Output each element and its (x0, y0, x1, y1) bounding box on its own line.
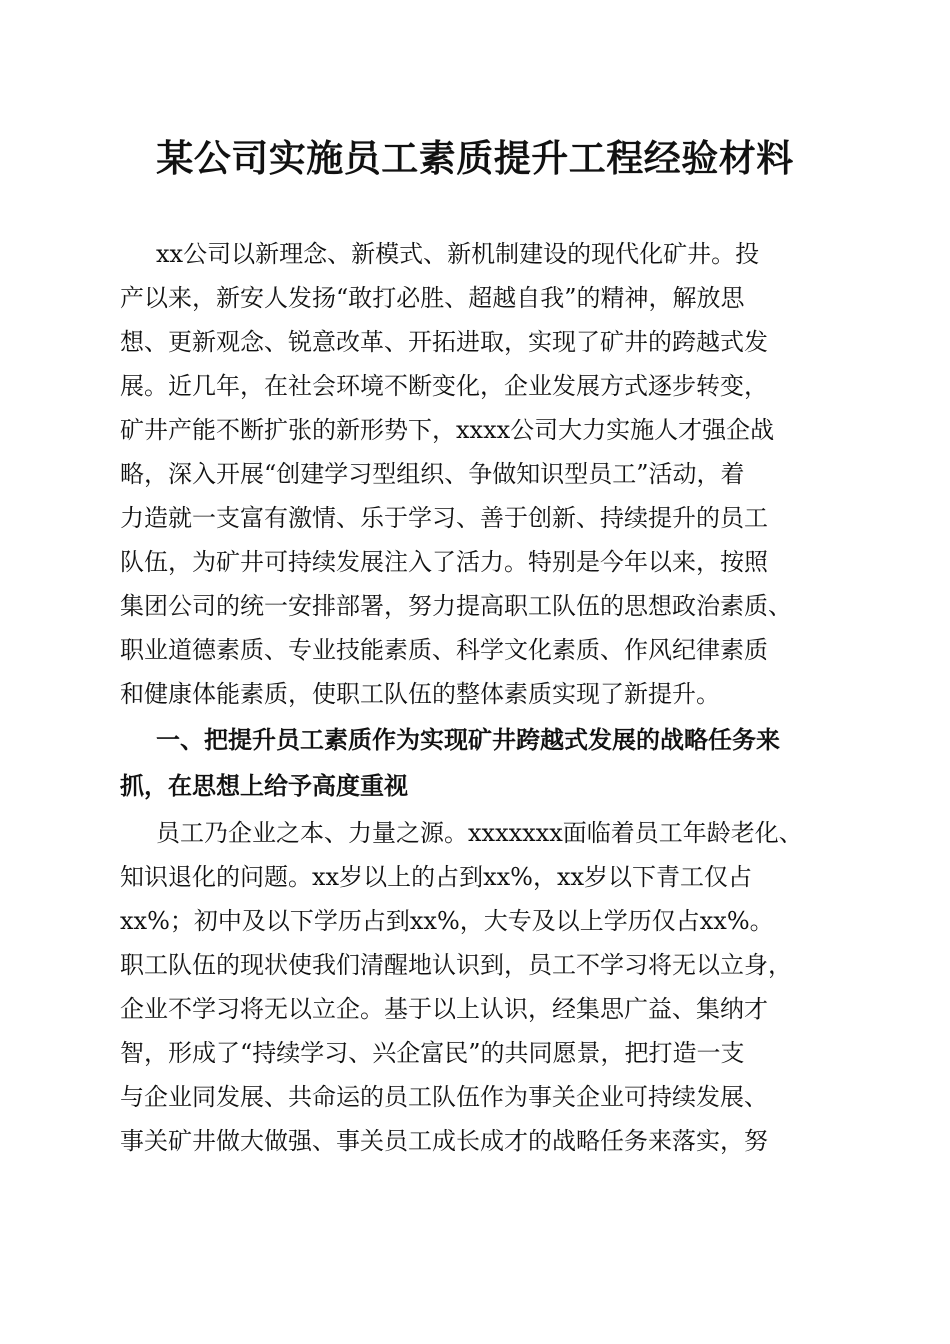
body-line: xx公司以新理念、新模式、新机制建设的现代化矿井。投 (156, 240, 760, 268)
body-line: 员工乃企业之本、力量之源。xxxxxxx面临着员工年龄老化、 (156, 819, 803, 847)
body-line: xx%；初中及以下学历占到xx%，大专及以上学历仅占xx%。 (120, 907, 774, 935)
body-line: 与企业同发展、共命运的员工队伍作为事关企业可持续发展、 (120, 1083, 768, 1111)
body-line: 知识退化的问题。xx岁以上的占到xx%，xx岁以下青工仅占 (120, 863, 753, 891)
body-line: 智，形成了“持续学习、兴企富民”的共同愿景，把打造一支 (120, 1039, 745, 1067)
body-line: 和健康体能素质，使职工队伍的整体素质实现了新提升。 (120, 680, 720, 708)
body-line: 职业道德素质、专业技能素质、科学文化素质、作风纪律素质 (120, 636, 768, 664)
body-line: 略，深入开展“创建学习型组织、争做知识型员工”活动，着 (120, 460, 745, 488)
section-heading: 一、把提升员工素质作为实现矿井跨越式发展的战略任务来 (156, 726, 780, 754)
section-heading: 抓，在思想上给予高度重视 (120, 772, 408, 800)
body-line: 展。近几年，在社会环境不断变化，企业发展方式逐步转变， (120, 372, 768, 400)
body-line: 力造就一支富有激情、乐于学习、善于创新、持续提升的员工 (120, 504, 768, 532)
body-line: 集团公司的统一安排部署，努力提高职工队伍的思想政治素质、 (120, 592, 792, 620)
body-line: 队伍，为矿井可持续发展注入了活力。特别是今年以来，按照 (120, 548, 768, 576)
body-line: 企业不学习将无以立企。基于以上认识，经集思广益、集纳才 (120, 995, 768, 1023)
document-title: 某公司实施员工素质提升工程经验材料 (156, 136, 794, 180)
body-line: 矿井产能不断扩张的新形势下，xxxx公司大力实施人才强企战 (120, 416, 775, 444)
body-line: 想、更新观念、锐意改革、开拓进取，实现了矿井的跨越式发 (120, 328, 768, 356)
body-line: 产以来，新安人发扬“敢打必胜、超越自我”的精神，解放思 (120, 284, 745, 312)
body-line: 事关矿井做大做强、事关员工成长成才的战略任务来落实，努 (120, 1127, 768, 1155)
body-line: 职工队伍的现状使我们清醒地认识到，员工不学习将无以立身， (120, 951, 792, 979)
